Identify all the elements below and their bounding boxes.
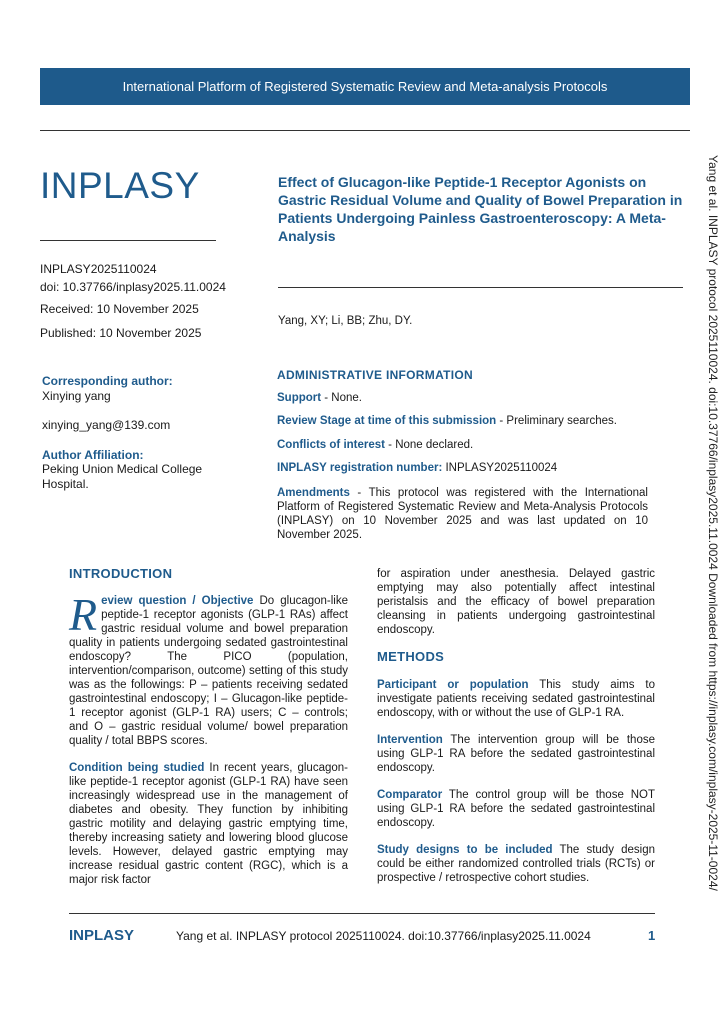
intervention-text: The intervention group will be those using GLP-1 RA before the sedated gastrointestinal endoscopy.: [377, 734, 655, 774]
admin-info-heading: ADMINISTRATIVE INFORMATION: [277, 368, 474, 382]
received-date: Received: 10 November 2025: [40, 302, 199, 316]
condition-paragraph: [69, 761, 348, 887]
comparator-paragraph: [377, 788, 655, 830]
participant-paragraph: [377, 678, 655, 720]
condition-continued-paragraph: for aspiration under anesthesia. Delayed gastric emptying may also potentially affect intestinal peristalsis and the efficacy of bowel preparation cleansing in patients undergoing gastrointestinal endoscopy.: [377, 568, 655, 636]
introduction-heading: INTRODUCTION: [69, 566, 173, 581]
article-title: Effect of Glucagon-like Peptide-1 Receptor Agonists on Gastric Residual Volume and Quality of Bowel Preparation in Patients Undergoing Painless Gastroenteroscopy: A Meta-Analysis: [278, 174, 683, 244]
corresponding-author-heading: Corresponding author:: [42, 374, 173, 388]
support-value: - None.: [321, 392, 362, 404]
condition-text: In recent years, glucagon-like peptide-1 receptor agonist (GLP-1 RA) have seen increasingly widespread use in the management of diabetes and obesity. They function by inhibiting gastric motility and delaying gastric emptying time, thereby increasing satiety and lowering blood glucose levels. However, delayed gastric emptying may increase residual gastric content (RGC), which is a major risk factor: [69, 762, 348, 886]
published-date: Published: 10 November 2025: [40, 326, 202, 340]
affiliation-heading: Author Affiliation:: [42, 448, 144, 462]
corresponding-author-name: Xinying yang: [42, 389, 111, 403]
platform-banner: [40, 68, 690, 105]
page-number: 1: [648, 928, 656, 943]
review-stage-line: [277, 414, 617, 428]
download-side-note: Yang et al. INPLASY protocol 2025110024. doi:10.37766/inplasy2025.11.0024 Downloaded from https://inplasy.com/inplasy-2025-11-0024/: [706, 155, 720, 891]
conflicts-value: - None declared.: [384, 439, 474, 451]
methods-heading: METHODS: [377, 649, 445, 664]
support-label: Support: [277, 392, 322, 404]
affiliation-text: Peking Union Medical College Hospital.: [42, 462, 203, 491]
banner-text: International Platform of Registered Systematic Review and Meta-analysis Protocols: [122, 79, 608, 94]
review-question-label: eview question / Objective: [101, 595, 254, 607]
comparator-label: Comparator: [377, 789, 443, 801]
participant-label: Participant or population: [377, 679, 529, 691]
amendments-paragraph: [277, 486, 648, 542]
footer-divider: [69, 913, 655, 914]
registration-number-value: INPLASY2025110024: [442, 462, 558, 474]
support-line: [277, 391, 362, 405]
review-question-text: Do glucagon-like peptide-1 receptor agonists (GLP-1 RAs) affect gastric residual volume and bowel preparation quality in patients undergoing sedated gastrointestinal endoscopy? The PICO (population, intervention/comparison, outcome) setting of this study was as the followings: P – patients receiving sedated gastrointestinal endoscopy; I – Glucagon-like peptide-1 receptor agonist (GLP-1 RA) users; C – controls; and O – gastric residual volume/ bowel preparation quality / total BBPS scores.: [69, 595, 349, 747]
registration-number-label: INPLASY registration number:: [277, 462, 443, 474]
methods-column: [377, 567, 655, 898]
participant-text: This study aims to investigate patients receiving sedated gastrointestinal endoscopy, with or without the use of GLP-1 RA.: [377, 679, 656, 719]
inplasy-logo-text: INPLASY: [40, 165, 200, 206]
intervention-paragraph: [377, 733, 655, 775]
protocol-doi: doi: 10.37766/inplasy2025.11.0024: [40, 280, 226, 294]
corresponding-author-email[interactable]: xinying_yang@139.com: [42, 418, 171, 432]
study-design-text: The study design could be either randomized controlled trials (RCTs) or prospective / retrospective cohort studies.: [377, 844, 655, 884]
author-list: Yang, XY; Li, BB; Zhu, DY.: [278, 315, 413, 327]
intervention-label: Intervention: [377, 734, 443, 746]
conflicts-line: [277, 438, 473, 452]
review-question-paragraph: [69, 589, 349, 748]
condition-label: Condition being studied: [69, 762, 205, 774]
review-stage-label: Review Stage at time of this submission: [277, 415, 497, 427]
introduction-column: [69, 567, 348, 900]
conflicts-label: Conflicts of interest: [277, 439, 385, 451]
header-divider: [40, 130, 690, 131]
amendments-label: Amendments: [277, 487, 350, 499]
title-divider: [278, 287, 683, 288]
study-design-paragraph: [377, 843, 655, 885]
study-design-label: Study designs to be included: [377, 844, 553, 856]
brand-divider: [40, 240, 216, 241]
footer-citation: Yang et al. INPLASY protocol 2025110024. doi:10.37766/inplasy2025.11.0024: [176, 929, 591, 943]
drop-cap: R: [69, 589, 98, 640]
comparator-text: The control group will be those NOT using GLP-1 RA before the sedated gastrointestinal endoscopy.: [377, 789, 655, 829]
protocol-id: INPLASY2025110024: [40, 262, 157, 276]
registration-number-line: [277, 461, 557, 475]
review-stage-value: - Preliminary searches.: [496, 415, 617, 427]
footer-brand: INPLASY: [69, 927, 135, 944]
amendments-text: - This protocol was registered with the International Platform of Registered Systematic Review and Meta-Analysis Protocols (INPLASY) on 10 November 2025 and was last updated on 10 November 2025.: [277, 487, 648, 541]
